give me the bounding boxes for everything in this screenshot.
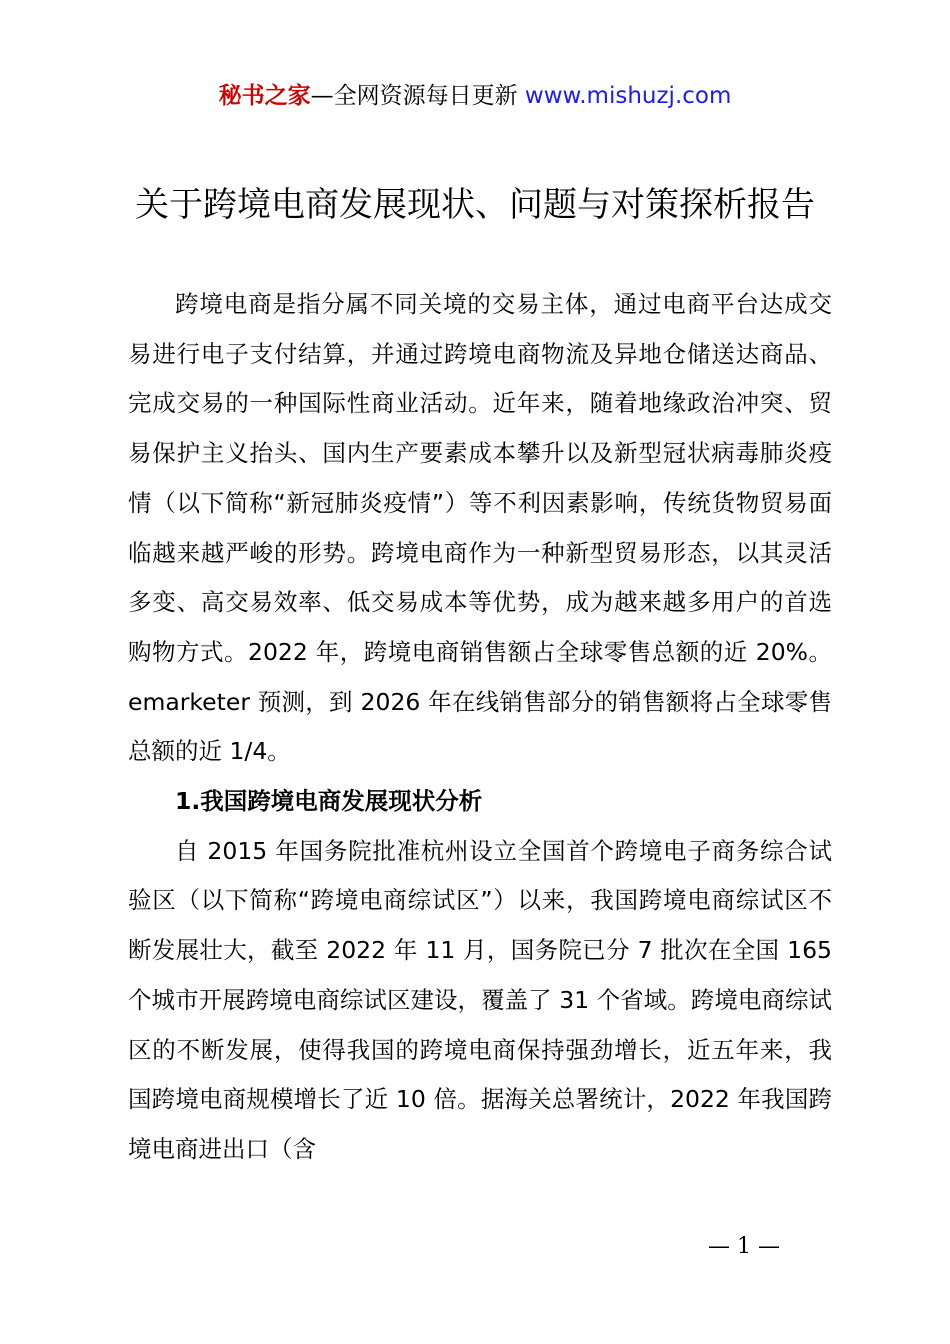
document-title: 关于跨境电商发展现状、问题与对策探析报告 xyxy=(135,185,815,225)
page-number: — 1 — xyxy=(708,1234,780,1259)
section-heading-current-status: 1.我国跨境电商发展现状分析 xyxy=(175,787,483,816)
paragraph-current-status: 自 2015 年国务院批准杭州设立全国首个跨境电子商务综合试验区（以下简称“跨境电商综试区”）以来，我国跨境电商综试区不断发展壮大，截至 2022 年 11 月，国务院已分 7 批次在全国 165 个城市开展跨境电商综试区建设，覆盖了 31 个省域。跨境电商综试区的不断发展，使得我国的跨境电商保持强劲增长，近五年来，我国跨境电商规模增长了近 10 倍。据海关总署统计，2022 年我国跨境电商进出口（含 xyxy=(128,836,832,1163)
site-header xyxy=(0,80,950,112)
brand-name: 秘书之家 xyxy=(218,83,311,109)
site-tagline: —全网资源每日更新 xyxy=(310,83,518,109)
paragraph-intro: 跨境电商是指分属不同关境的交易主体，通过电商平台达成交易进行电子支付结算，并通过跨境电商物流及异地仓储送达商品、完成交易的一种国际性商业活动。近年来，随着地缘政治冲突、贸易保护主义抬头、国内生产要素成本攀升以及新型冠状病毒肺炎疫情（以下简称“新冠肺炎疫情”）等不利因素影响，传统货物贸易面临越来越严峻的形势。跨境电商作为一种新型贸易形态，以其灵活多变、高交易效率、低交易成本等优势，成为越来越多用户的首选购物方式。2022 年，跨境电商销售额占全球零售总额的近 20%。emarketer 预测，到 2026 年在线销售部分的销售额将占全球零售总额的近 1/4。 xyxy=(128,290,832,766)
document-body xyxy=(128,280,832,1175)
site-url-link[interactable]: www.mishuzj.com xyxy=(524,83,732,109)
